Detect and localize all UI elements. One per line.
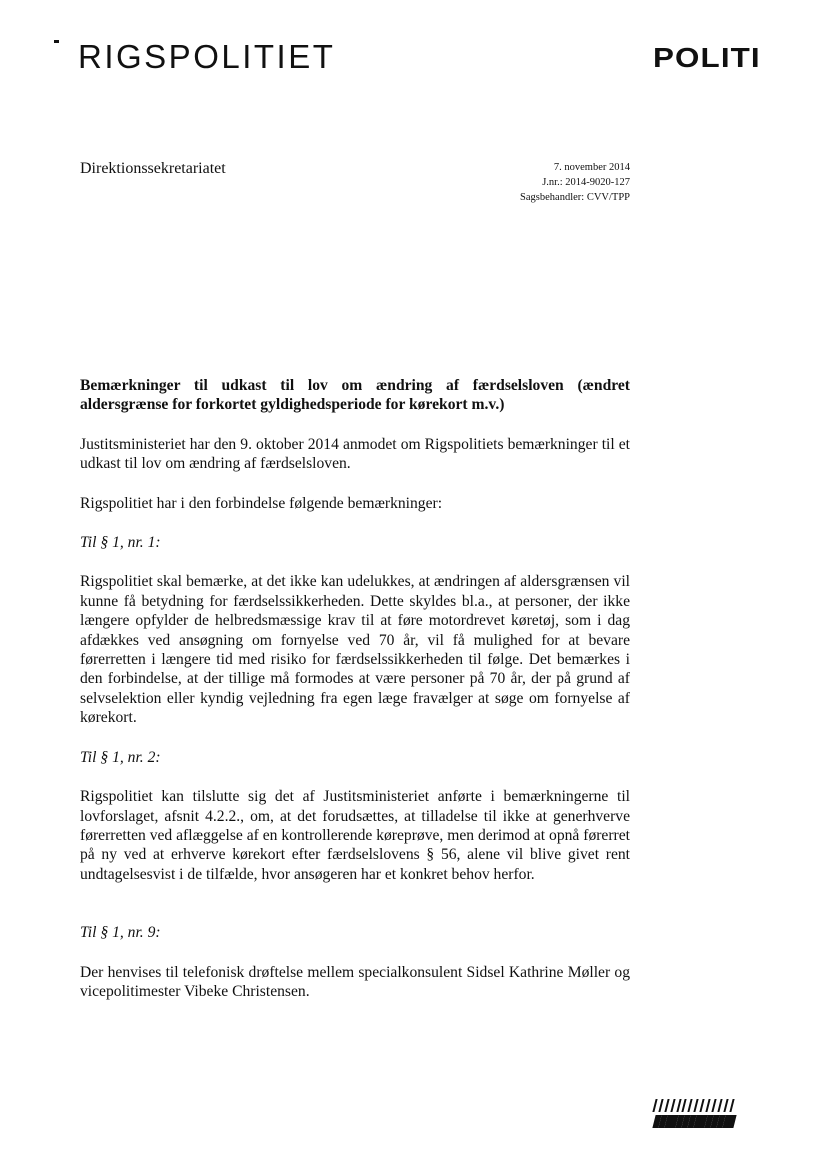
brand-wordmark: RIGSPOLITIET <box>78 38 336 75</box>
politi-logo: POLITI <box>653 42 761 73</box>
caseworker: Sagsbehandler: CVV/TPP <box>520 192 630 203</box>
lead-paragraph: Rigspolitiet har i den forbindelse følgende bemærkninger: <box>80 494 443 512</box>
section-text-2: Rigspolitiet kan tilslutte sig det af Justitsministeriet anførte i bemærkningerne til lovforslaget, afsnit 4.2.2., om, at det forudsættes, at tilladelse til ikke at generhverve førerretten ved aflæggelse af en kontrollerende køreprøve, men derimod at opnå førerret på ny ved at erhverve kørekort efter færdselslovens § 56, alene vil blive givet rent undtagelsesvist i de tilfælde, hvor ansøgeren har et konkret behov herfor. <box>80 788 630 883</box>
letter-body <box>80 376 630 1021</box>
journal-number: J.nr.: 2014-9020-127 <box>542 177 630 188</box>
letter-meta <box>520 160 630 205</box>
section-heading-2: Til § 1, nr. 2: <box>80 748 161 766</box>
police-stripe-emblem <box>654 1099 735 1131</box>
department-name: Direktionssekretariatet <box>80 160 226 177</box>
intro-paragraph: Justitsministeriet har den 9. oktober 2014 anmodet om Rigspolitiets bemærkninger til et udkast til lov om ændring af færdselsloven. <box>80 435 630 473</box>
section-text-1: Rigspolitiet skal bemærke, at det ikke kan udelukkes, at ændringen af aldersgrænsen vil kunne få betydning for færdselssikkerheden. Dette skyldes bl.a., at personer, der ikke længere opfylder de helbredsmæssige krav til at føre motordrevet køretøj, som i dag afdækkes ved ansøgning om fornyelse ved 70 år, vil få mulighed for at bevare førerretten i længere tid med risiko for færdselssikkerheden til følge. Det bemærkes i den forbindelse, at der tillige må formodes at være personer på 70 år, der på grund af selvselektion eller kyndig vejledning fra egen læge fravælger at søge om fornyelse af kørekort. <box>80 573 630 727</box>
letter-date: 7. november 2014 <box>553 162 630 173</box>
thin-stripes <box>654 1099 735 1112</box>
letter-title: Bemærkninger til udkast til lov om ændring af færdselsloven (ændret aldersgrænse for forkortet gyldighedsperiode for kørekort m.v.) <box>80 377 630 414</box>
section-heading-3: Til § 1, nr. 9: <box>80 924 161 942</box>
scan-mark <box>54 40 59 43</box>
section-heading-1: Til § 1, nr. 1: <box>80 534 161 552</box>
section-text-3: Der henvises til telefonisk drøftelse mellem specialkonsulent Sidsel Kathrine Møller og vicepolitimester Vibeke Christensen. <box>80 963 630 1000</box>
thick-stripes <box>654 1115 735 1128</box>
